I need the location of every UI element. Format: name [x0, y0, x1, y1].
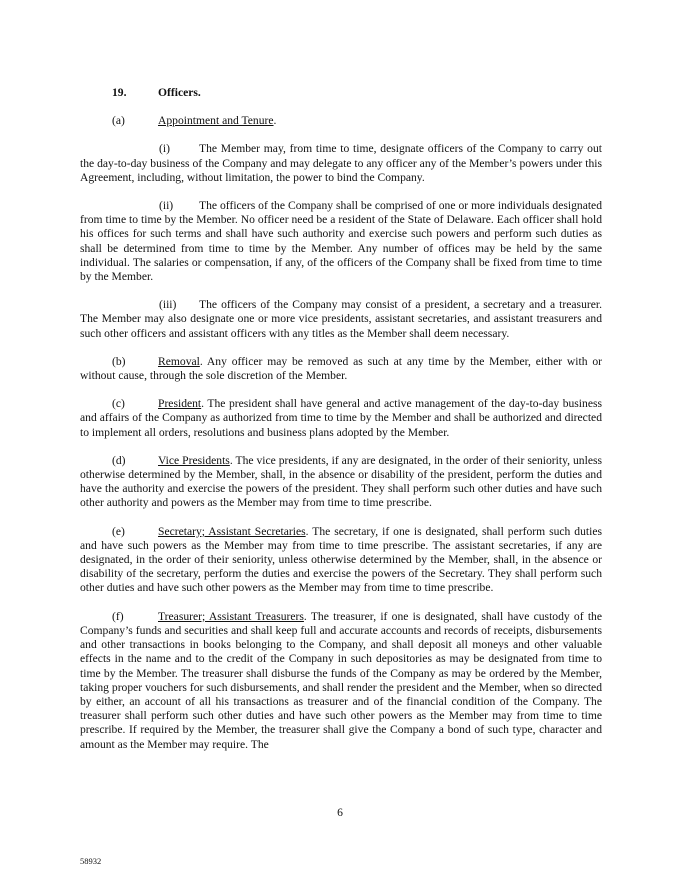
subsection-title: President [158, 397, 202, 411]
document-page [80, 86, 602, 766]
subsection-label: (c) [112, 397, 125, 411]
subsection-a-title: Appointment and Tenure [158, 114, 274, 128]
subsection-label: (d) [112, 453, 126, 467]
subsection-text: . Any officer may be removed as such at any time by the Member, either with or without cause, through the sole discretion of the Member. [80, 354, 602, 383]
subsection-title: Secretary; Assistant Secretaries [158, 524, 306, 538]
paragraph-text: The officers of the Company shall be comprised of one or more individuals designated from time to time by the Member. No officer need be a resident of the State of Delaware. Each officer shall hold his offices for such terms and shall have such authority and exercise such powers and perform such duties as shall be determined from time to time by the Member. Any number of offices may be held by the same individual. The salaries or compensation, if any, of the officers of the Company shall be fixed from time to time by the Member. [80, 199, 602, 284]
section-heading [112, 86, 602, 100]
section-number: 19. [112, 86, 127, 99]
subsection-b [80, 355, 602, 383]
subsection-label: (f) [112, 609, 124, 623]
paragraph-label: (i) [159, 142, 170, 156]
paragraph-a-iii [80, 298, 602, 341]
paragraph-label: (ii) [159, 199, 174, 213]
subsection-text: . The treasurer, if one is designated, shall have custody of the Company’s funds and securities and shall keep full and accurate accounts and records of receipts, disbursements and other transactions in books belonging to the Company, and shall deposit all moneys and other valuable effects in the name and to the credit of the Company in such depositories as may be designated from time to time by the Member. The treasurer shall disburse the funds of the Company as may be ordered by the Member, taking proper vouchers for such disbursements, and shall render the president and the Member, when so directed by either, an account of all his transactions as treasurer and of the financial condition of the Company. The treasurer shall perform such other duties and have such other powers as the Member may from time to time prescribe. If required by the Member, the treasurer shall give the Company a bond of such type, character and amount as the Member may require. The [80, 609, 602, 751]
section-title: Officers. [158, 86, 201, 99]
paragraph-text: The Member may, from time to time, designate officers of the Company to carry out the day-to-day business of the Company and may delegate to any officer any of the Member’s powers under this Agreement, including, without limitation, the power to bind the Company. [80, 142, 602, 184]
document-id: 58932 [80, 856, 102, 866]
subsection-text: . The president shall have general and active management of the day-to-day business and affairs of the Company as authorized from time to time by the Member and shall be authorized and directed to implement all orders, resolutions and business plans adopted by the Member. [80, 397, 602, 439]
page-number: 6 [337, 806, 343, 819]
subsection-text: . The secretary, if one is designated, shall perform such duties and have such powers as the Member may from time to time prescribe. The assistant secretaries, if any are designated, in the order of their seniority, unless otherwise determined by the Member, shall, in the absence or disability of the secretary, perform the duties and exercise the powers of the Secretary. They shall perform such other duties and have such other powers as the Member may from time to time prescribe. [80, 524, 602, 595]
subsection-d [80, 454, 602, 511]
subsection-a-title-suffix: . [273, 114, 277, 128]
subsection-a-heading [112, 114, 602, 128]
subsection-label: (b) [112, 354, 126, 368]
subsection-title: Removal [158, 354, 200, 368]
paragraph-label: (iii) [159, 298, 177, 312]
paragraph-a-ii [80, 199, 602, 284]
subsection-a-label: (a) [112, 114, 125, 128]
paragraph-text: The officers of the Company may consist of a president, a secretary and a treasurer. The Member may also designate one or more vice presidents, assistant secretaries, and assistant treasurers and such other officers and assistant officers with any titles as the Member shall deem necessary. [80, 298, 602, 340]
subsection-text: . The vice presidents, if any are designated, in the order of their seniority, unless otherwise determined by the Member, shall, in the absence or disability of the president, perform the duties and have the authority and exercise the powers of the president. They shall perform such other duties and have such other authority and powers as the Member may from time to time prescribe. [80, 453, 602, 510]
paragraph-a-i [80, 142, 602, 185]
subsection-label: (e) [112, 524, 125, 538]
subsection-c [80, 397, 602, 440]
subsection-f [80, 610, 602, 752]
subsection-title: Vice Presidents [158, 453, 230, 467]
subsection-e [80, 525, 602, 596]
subsection-title: Treasurer; Assistant Treasurers [158, 609, 304, 623]
